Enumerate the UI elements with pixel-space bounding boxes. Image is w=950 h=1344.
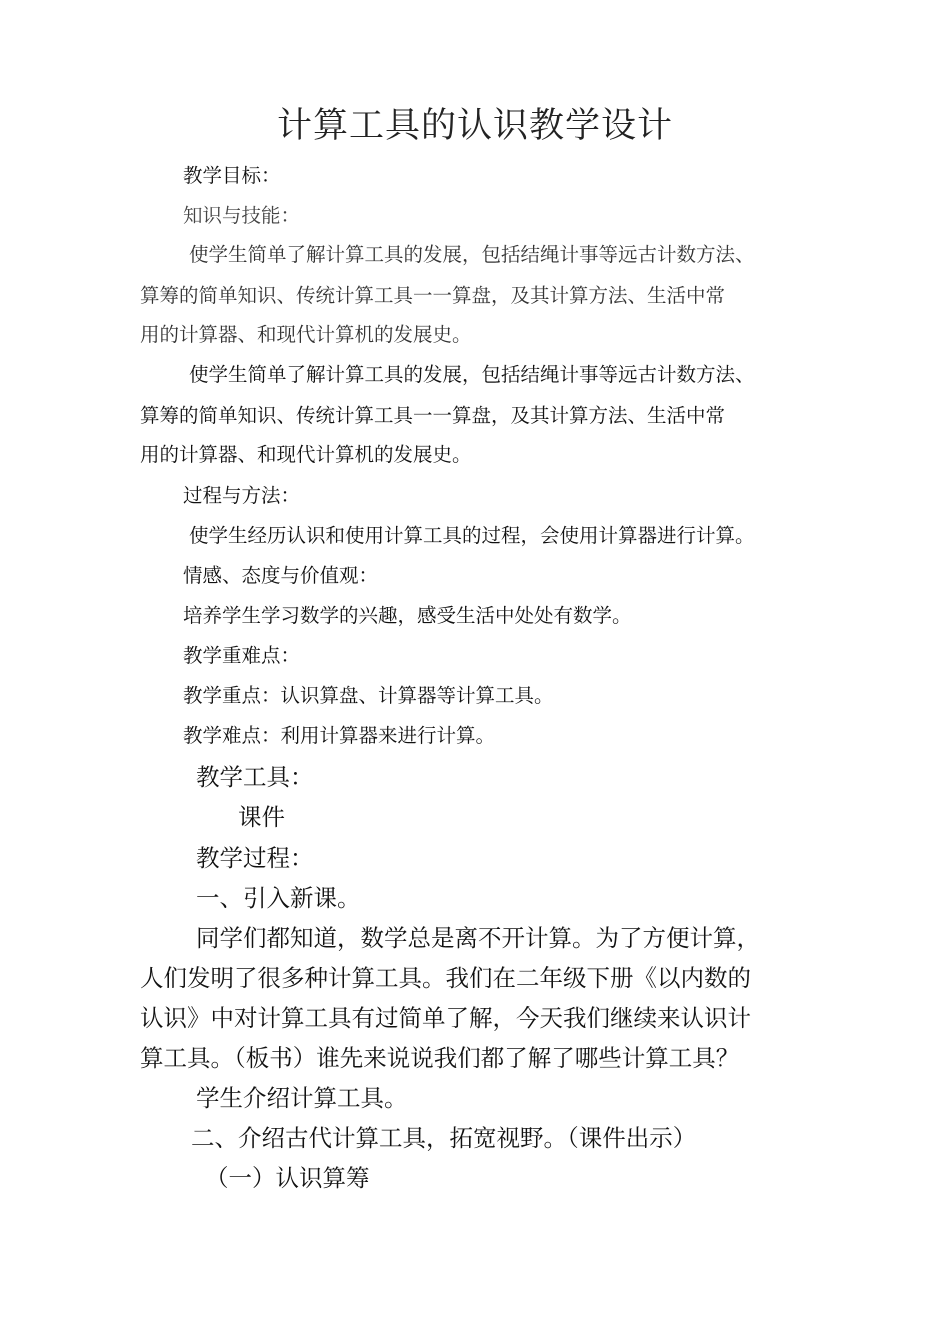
- paragraph-line: 培养学生学习数学的兴趣，感受生活中处处有数学。: [183, 604, 632, 627]
- subheading-ancient-tools: 二、介绍古代计算工具，拓宽视野。（课件出示）: [191, 1124, 697, 1152]
- paragraph-line: 人们发明了很多种计算工具。我们在二年级下册《以内数的: [140, 964, 751, 992]
- subheading-process-method: 过程与方法：: [183, 484, 301, 507]
- paragraph-line: 使学生经历认识和使用计算工具的过程，会使用计算器进行计算。: [189, 524, 755, 547]
- subheading-intro: 一、引入新课。: [196, 884, 361, 912]
- section-heading-key-points: 教学重难点：: [183, 644, 301, 667]
- section-heading-tools: 教学工具：: [196, 763, 314, 791]
- paragraph-line: 算筹的简单知识、传统计算工具一一算盘，及其计算方法、生活中常: [140, 284, 726, 307]
- document-title: 计算工具的认识教学设计: [276, 106, 673, 146]
- section-heading-process: 教学过程：: [196, 844, 314, 872]
- subheading-emotion-values: 情感、态度与价值观：: [183, 564, 379, 587]
- paragraph-line: 用的计算器、和现代计算机的发展史。: [140, 443, 472, 466]
- paragraph-line: 教学重点：认识算盘、计算器等计算工具。: [183, 684, 554, 707]
- paragraph-line: 使学生简单了解计算工具的发展，包括结绳计事等远古计数方法、: [189, 243, 755, 266]
- paragraph-line: 教学难点：利用计算器来进行计算。: [183, 724, 496, 747]
- subheading-counting-rods: （一）认识算筹: [205, 1164, 370, 1192]
- paragraph-line: 学生介绍计算工具。: [196, 1084, 408, 1112]
- paragraph-line: 课件: [238, 803, 285, 831]
- section-heading-objectives: 教学目标：: [183, 164, 281, 187]
- paragraph-line: 算筹的简单知识、传统计算工具一一算盘，及其计算方法、生活中常: [140, 404, 726, 427]
- paragraph-line: 使学生简单了解计算工具的发展，包括结绳计事等远古计数方法、: [189, 363, 755, 386]
- paragraph-line: 认识》中对计算工具有过简单了解，今天我们继续来认识计: [140, 1004, 751, 1032]
- paragraph-line: 算工具。（板书）谁先来说说我们都了解了哪些计算工具？: [140, 1044, 740, 1072]
- subheading-knowledge-skills: 知识与技能：: [183, 204, 301, 227]
- paragraph-line: 用的计算器、和现代计算机的发展史。: [140, 323, 472, 346]
- paragraph-line: 同学们都知道，数学总是离不开计算。为了方便计算，: [196, 924, 760, 952]
